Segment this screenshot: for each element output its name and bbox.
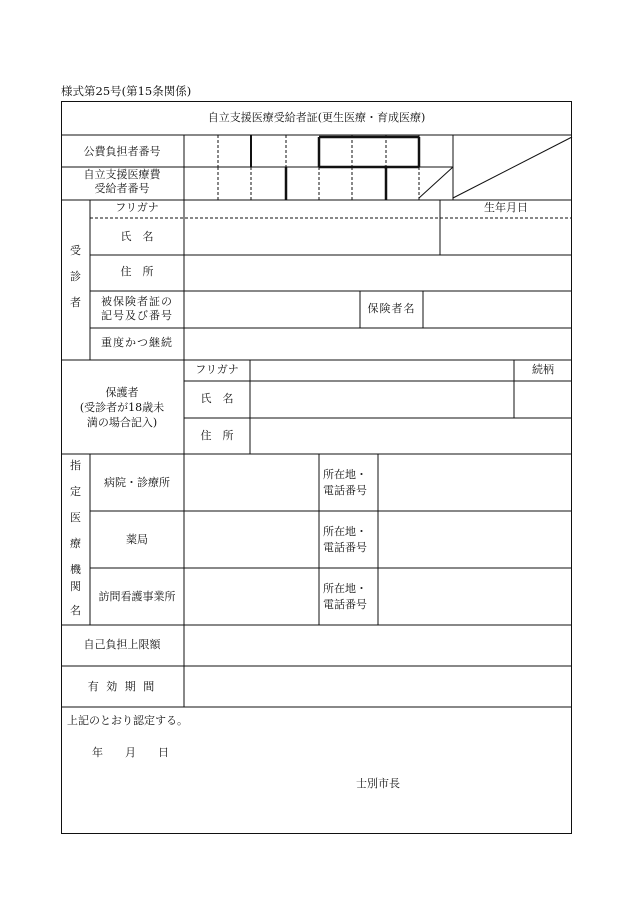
pharmacy-label: 薬局: [126, 533, 148, 546]
home-nursing-contact-label-line2: 電話番号: [323, 598, 367, 611]
guardian-label-line3: 満の場合記入): [86, 416, 158, 429]
recipient-number-label-line1: 自立支援医療費: [83, 168, 161, 181]
issue-date: 年 月 日: [92, 746, 169, 759]
patient-section-char-1: 受: [70, 244, 81, 257]
public-payer-number-label: 公費負担者番号: [83, 145, 161, 158]
hospital-clinic-label: 病院・診療所: [104, 476, 170, 489]
institution-section-char-1: 指: [70, 459, 81, 472]
hospital-contact-label-line1: 所在地・: [323, 468, 367, 481]
guardian-label-line2: (受診者が18歳未: [79, 401, 165, 414]
validity-period-label: 有 効 期 間: [87, 680, 157, 693]
home-nursing-label: 訪問看護事業所: [98, 590, 176, 603]
insurer-name-label: 保険者名: [367, 302, 416, 315]
institution-section-char-4: 療: [70, 537, 81, 550]
guardian-furigana-label: フリガナ: [195, 363, 239, 376]
patient-section-char-3: 者: [70, 296, 81, 309]
copay-limit-label: 自己負担上限額: [83, 638, 161, 651]
pharmacy-contact-label-line1: 所在地・: [323, 525, 367, 538]
patient-section-char-2: 診: [70, 270, 81, 283]
institution-section-char-3: 医: [70, 511, 81, 524]
relationship-label: 続柄: [532, 363, 554, 376]
guardian-name-label: 氏 名: [200, 392, 234, 405]
issuer-mayor: 士別市長: [356, 777, 400, 790]
guardian-address-label: 住 所: [200, 429, 234, 442]
patient-name-label: 氏 名: [120, 230, 154, 243]
institution-section-char-6: 関: [70, 580, 81, 593]
patient-furigana-label: フリガナ: [115, 201, 159, 214]
home-nursing-contact-label-line1: 所在地・: [323, 582, 367, 595]
guardian-label-line1: 保護者: [105, 386, 139, 399]
birth-date-label: 生年月日: [484, 201, 528, 214]
institution-section-char-7: 名: [70, 604, 81, 617]
insurance-card-label-line2: 記号及び番号: [101, 309, 173, 322]
form-reference: 様式第25号(第15条関係): [61, 84, 192, 98]
blank-area-diagonal: [453, 137, 572, 198]
recipient-number-label-line2: 受給者番号: [94, 182, 150, 195]
certification-text: 上記のとおり認定する。: [67, 714, 188, 727]
institution-section-char-5: 機: [70, 563, 81, 576]
severe-continuing-label: 重度かつ継続: [101, 336, 173, 349]
pharmacy-contact-label-line2: 電話番号: [323, 541, 367, 554]
certificate-title: 自立支援医療受給者証(更生医療・育成医療): [207, 111, 426, 124]
patient-address-label: 住 所: [120, 265, 154, 278]
insurance-card-label-line1: 被保険者証の: [101, 295, 173, 308]
institution-section-char-2: 定: [70, 485, 81, 498]
recipient-end-diagonal: [419, 167, 453, 198]
hospital-contact-label-line2: 電話番号: [323, 484, 367, 497]
